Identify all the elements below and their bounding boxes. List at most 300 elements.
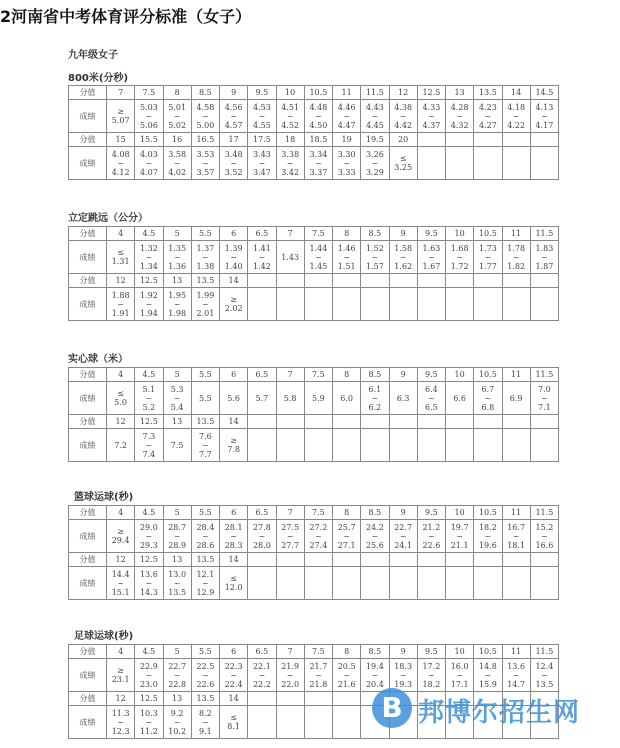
result-cell bbox=[389, 429, 417, 462]
score-cell: 14.5 bbox=[530, 86, 558, 100]
result-value: 22.9 bbox=[139, 661, 158, 671]
result-row bbox=[69, 520, 559, 553]
score-cell: 9.5 bbox=[417, 645, 445, 659]
result-cell bbox=[304, 241, 332, 274]
range-tilde: ~ bbox=[145, 299, 153, 309]
score-cell: 5.5 bbox=[191, 368, 219, 382]
result-cell bbox=[135, 241, 163, 274]
result-value: 5.0 bbox=[114, 398, 127, 407]
watermark bbox=[372, 688, 612, 732]
range-tilde: ~ bbox=[230, 531, 237, 541]
result-cell bbox=[389, 288, 417, 321]
result-value: 6.3 bbox=[396, 393, 410, 403]
result-cell bbox=[389, 520, 417, 553]
result-value: 6.0 bbox=[340, 393, 353, 403]
result-cell bbox=[474, 100, 502, 133]
result-value: 20.4 bbox=[365, 679, 384, 689]
range-tilde: ~ bbox=[428, 111, 435, 121]
result-cell bbox=[530, 520, 558, 553]
result-value: 1.45 bbox=[309, 261, 328, 271]
range-tilde: ~ bbox=[456, 670, 463, 680]
result-value: 12.0 bbox=[224, 583, 243, 592]
result-value: 1.35 bbox=[168, 243, 187, 253]
result-value: 28.6 bbox=[196, 540, 215, 550]
result-value: 18.3 bbox=[394, 661, 413, 671]
range-tilde: ~ bbox=[484, 531, 492, 541]
range-tilde: ~ bbox=[286, 670, 294, 680]
result-cell bbox=[248, 241, 276, 274]
result-cell bbox=[502, 567, 530, 600]
score-cell: 12 bbox=[107, 553, 135, 567]
range-tilde: ~ bbox=[315, 111, 322, 121]
result-value: 3.48 bbox=[224, 149, 243, 159]
result-cell bbox=[417, 520, 445, 553]
result-cell bbox=[191, 520, 219, 553]
result-value: 4.12 bbox=[111, 167, 130, 177]
result-value: 21.1 bbox=[450, 540, 469, 550]
result-value: 6.5 bbox=[425, 402, 438, 412]
result-value: 1.99 bbox=[196, 290, 215, 300]
score-cell: 9 bbox=[389, 645, 417, 659]
result-value: 1.98 bbox=[168, 308, 187, 318]
score-cell: 8 bbox=[333, 506, 361, 520]
result-value: 5.6 bbox=[227, 393, 240, 403]
score-cell: 9 bbox=[389, 368, 417, 382]
result-value: 3.58 bbox=[168, 149, 187, 159]
range-tilde: ~ bbox=[145, 531, 153, 541]
result-cell bbox=[474, 288, 502, 321]
result-value: 4.22 bbox=[507, 120, 526, 130]
score-cell bbox=[474, 553, 502, 567]
result-value: 7.4 bbox=[142, 449, 156, 459]
result-cell bbox=[220, 288, 248, 321]
score-cell: 4.5 bbox=[135, 506, 163, 520]
score-cell: 9 bbox=[389, 227, 417, 241]
result-cell bbox=[304, 147, 332, 180]
range-tilde: ~ bbox=[484, 393, 492, 403]
result-value: 1.41 bbox=[252, 243, 271, 253]
range-tilde: ~ bbox=[286, 111, 294, 121]
result-cell bbox=[107, 659, 135, 692]
result-value: 3.30 bbox=[337, 149, 356, 159]
result-value: ≤ bbox=[230, 713, 237, 722]
range-tilde: ~ bbox=[399, 531, 407, 541]
score-cell bbox=[248, 692, 276, 706]
result-cell bbox=[248, 288, 276, 321]
result-value: 11.2 bbox=[139, 726, 158, 736]
result-value: 1.82 bbox=[507, 261, 526, 271]
result-value: 1.51 bbox=[337, 261, 356, 271]
result-value: 28.4 bbox=[196, 522, 215, 532]
watermark-text: 邦博尔招生网 bbox=[418, 698, 581, 728]
result-value: 6.2 bbox=[368, 402, 382, 412]
result-value: 4.02 bbox=[168, 167, 187, 177]
result-cell bbox=[135, 147, 163, 180]
score-cell: 5.5 bbox=[191, 227, 219, 241]
result-cell bbox=[361, 659, 389, 692]
score-cell: 7 bbox=[276, 506, 304, 520]
result-value: 4.28 bbox=[450, 102, 469, 112]
result-value: 27.1 bbox=[337, 540, 356, 550]
result-cell bbox=[163, 288, 191, 321]
score-cell bbox=[304, 415, 332, 429]
result-value: 4.37 bbox=[422, 120, 441, 130]
result-label: 成绩 bbox=[69, 100, 107, 133]
result-cell bbox=[389, 100, 417, 133]
result-cell bbox=[135, 520, 163, 553]
result-value: 14.8 bbox=[478, 661, 497, 671]
score-cell: 15 bbox=[107, 133, 135, 147]
score-row bbox=[69, 645, 559, 659]
result-value: 13.5 bbox=[168, 587, 187, 597]
score-cell bbox=[276, 692, 304, 706]
result-value: 23.0 bbox=[139, 679, 158, 689]
range-tilde: ~ bbox=[117, 578, 124, 588]
result-value: 1.57 bbox=[365, 261, 384, 271]
score-cell bbox=[361, 415, 389, 429]
result-cell bbox=[530, 659, 558, 692]
result-cell bbox=[248, 520, 276, 553]
score-cell: 15.5 bbox=[135, 133, 163, 147]
score-cell bbox=[446, 274, 474, 288]
result-value: 12.3 bbox=[111, 726, 130, 736]
score-cell: 9.5 bbox=[417, 368, 445, 382]
score-cell bbox=[333, 692, 361, 706]
result-value: 4.58 bbox=[196, 102, 215, 112]
result-cell bbox=[107, 567, 135, 600]
range-tilde: ~ bbox=[173, 717, 181, 727]
result-cell bbox=[502, 100, 530, 133]
result-cell bbox=[361, 100, 389, 133]
result-value: 1.62 bbox=[394, 261, 413, 271]
score-cell: 6 bbox=[220, 368, 248, 382]
result-value: 1.43 bbox=[281, 252, 300, 262]
score-cell: 8 bbox=[163, 86, 191, 100]
score-cell: 17.5 bbox=[248, 133, 276, 147]
score-label: 分值 bbox=[69, 553, 107, 567]
result-value: 13.5 bbox=[535, 679, 554, 689]
result-value: 4.56 bbox=[224, 102, 243, 112]
result-cell bbox=[389, 382, 417, 415]
result-cell bbox=[474, 382, 502, 415]
result-cell bbox=[220, 147, 248, 180]
result-cell bbox=[276, 100, 304, 133]
result-value: 27.4 bbox=[309, 540, 328, 550]
score-cell: 5 bbox=[163, 645, 191, 659]
score-cell: 10 bbox=[446, 645, 474, 659]
result-value: 4.42 bbox=[394, 120, 413, 130]
result-cell bbox=[530, 100, 558, 133]
range-tilde: ~ bbox=[145, 578, 153, 588]
result-value: 12.4 bbox=[535, 661, 554, 671]
result-value: 1.31 bbox=[111, 257, 130, 266]
result-value: 2.01 bbox=[196, 308, 215, 318]
result-value: ≤ bbox=[117, 389, 124, 398]
range-tilde: ~ bbox=[173, 252, 181, 262]
range-tilde: ~ bbox=[428, 252, 435, 262]
section-heading-long-jump: 立定跳远（公分） bbox=[68, 213, 148, 224]
section-heading-solid-ball: 实心球（米） bbox=[68, 354, 128, 365]
result-cell bbox=[107, 429, 135, 462]
result-value: 16.7 bbox=[507, 522, 526, 532]
result-row bbox=[69, 567, 559, 600]
range-tilde: ~ bbox=[173, 158, 181, 168]
score-cell: 11.5 bbox=[530, 368, 558, 382]
score-cell: 14 bbox=[220, 692, 248, 706]
result-cell bbox=[248, 100, 276, 133]
score-cell bbox=[502, 553, 530, 567]
score-cell: 5 bbox=[163, 227, 191, 241]
result-value: 15.9 bbox=[478, 679, 497, 689]
section-heading-football: 足球运球(秒) bbox=[74, 631, 134, 642]
result-cell bbox=[304, 288, 332, 321]
result-cell bbox=[333, 382, 361, 415]
score-cell bbox=[333, 553, 361, 567]
result-row bbox=[69, 100, 559, 133]
result-value: 1.83 bbox=[535, 243, 554, 253]
result-value: 27.5 bbox=[281, 522, 300, 532]
result-row bbox=[69, 382, 559, 415]
result-value: 5.8 bbox=[283, 393, 297, 403]
result-value: 4.18 bbox=[507, 102, 526, 112]
result-cell bbox=[248, 429, 276, 462]
result-cell bbox=[135, 567, 163, 600]
result-value: 1.38 bbox=[196, 261, 215, 271]
range-tilde: ~ bbox=[202, 578, 209, 588]
result-value: 1.58 bbox=[394, 243, 413, 253]
score-label: 分值 bbox=[69, 227, 107, 241]
result-cell bbox=[446, 288, 474, 321]
range-tilde: ~ bbox=[173, 111, 181, 121]
result-cell bbox=[389, 147, 417, 180]
score-cell: 13 bbox=[163, 274, 191, 288]
score-cell: 13.5 bbox=[191, 553, 219, 567]
result-cell bbox=[135, 382, 163, 415]
result-value: 9.2 bbox=[170, 708, 184, 718]
result-cell bbox=[474, 241, 502, 274]
score-cell bbox=[248, 274, 276, 288]
result-cell bbox=[135, 429, 163, 462]
score-cell: 18.5 bbox=[304, 133, 332, 147]
result-cell bbox=[333, 147, 361, 180]
result-cell bbox=[276, 659, 304, 692]
range-tilde: ~ bbox=[512, 531, 520, 541]
result-value: 4.27 bbox=[478, 120, 497, 130]
result-value: 3.33 bbox=[337, 167, 356, 177]
table-solid-ball bbox=[68, 367, 559, 462]
result-cell bbox=[191, 429, 219, 462]
score-cell: 14 bbox=[220, 415, 248, 429]
score-row bbox=[69, 86, 559, 100]
result-cell bbox=[107, 520, 135, 553]
score-label: 分值 bbox=[69, 133, 107, 147]
score-row bbox=[69, 368, 559, 382]
range-tilde: ~ bbox=[202, 299, 209, 309]
result-cell bbox=[446, 100, 474, 133]
score-cell bbox=[389, 274, 417, 288]
score-cell: 7 bbox=[276, 227, 304, 241]
result-cell bbox=[502, 288, 530, 321]
result-cell bbox=[361, 567, 389, 600]
result-value: 11.3 bbox=[111, 708, 130, 718]
range-tilde: ~ bbox=[173, 531, 181, 541]
result-cell bbox=[446, 147, 474, 180]
range-tilde: ~ bbox=[541, 252, 548, 262]
range-tilde: ~ bbox=[512, 111, 520, 121]
result-value: 5.02 bbox=[168, 120, 187, 130]
result-cell bbox=[474, 567, 502, 600]
result-value: 1.73 bbox=[478, 243, 497, 253]
range-tilde: ~ bbox=[173, 578, 181, 588]
result-cell bbox=[191, 241, 219, 274]
range-tilde: ~ bbox=[258, 111, 266, 121]
score-cell: 5.5 bbox=[191, 506, 219, 520]
score-cell: 7.5 bbox=[304, 227, 332, 241]
range-tilde: ~ bbox=[512, 252, 520, 262]
range-tilde: ~ bbox=[258, 158, 266, 168]
result-cell bbox=[248, 382, 276, 415]
result-value: 4.53 bbox=[252, 102, 271, 112]
score-row bbox=[69, 133, 559, 147]
result-cell bbox=[248, 706, 276, 739]
result-value: 19.3 bbox=[394, 679, 413, 689]
result-value: 28.3 bbox=[224, 540, 243, 550]
result-value: 3.42 bbox=[281, 167, 300, 177]
result-row bbox=[69, 241, 559, 274]
result-value: 5.06 bbox=[139, 120, 158, 130]
result-cell bbox=[163, 567, 191, 600]
result-value: 25.6 bbox=[365, 540, 384, 550]
score-cell: 12.5 bbox=[417, 86, 445, 100]
result-cell bbox=[304, 659, 332, 692]
range-tilde: ~ bbox=[202, 670, 209, 680]
result-value: 1.32 bbox=[139, 243, 158, 253]
score-cell: 14 bbox=[220, 274, 248, 288]
result-value: 16.6 bbox=[535, 540, 554, 550]
result-value: 6.7 bbox=[481, 384, 495, 394]
score-cell: 12.5 bbox=[135, 415, 163, 429]
result-cell bbox=[502, 520, 530, 553]
range-tilde: ~ bbox=[117, 717, 124, 727]
result-value: 19.4 bbox=[365, 661, 384, 671]
range-tilde: ~ bbox=[371, 111, 379, 121]
range-tilde: ~ bbox=[145, 252, 153, 262]
range-tilde: ~ bbox=[371, 531, 379, 541]
result-cell bbox=[135, 100, 163, 133]
result-value: 5.7 bbox=[255, 393, 269, 403]
result-value: 22.7 bbox=[168, 661, 187, 671]
result-label: 成绩 bbox=[69, 706, 107, 739]
result-value: 8.2 bbox=[199, 708, 212, 718]
range-tilde: ~ bbox=[202, 440, 209, 450]
result-cell bbox=[276, 382, 304, 415]
result-value: 7.2 bbox=[114, 440, 127, 450]
result-value: 4.57 bbox=[224, 120, 243, 130]
result-cell bbox=[361, 147, 389, 180]
score-cell: 9.5 bbox=[417, 506, 445, 520]
result-cell bbox=[276, 147, 304, 180]
result-value: 4.50 bbox=[309, 120, 328, 130]
score-label: 分值 bbox=[69, 86, 107, 100]
score-cell: 11 bbox=[502, 227, 530, 241]
range-tilde: ~ bbox=[173, 670, 181, 680]
score-cell: 4.5 bbox=[135, 645, 163, 659]
result-value: 4.32 bbox=[450, 120, 469, 130]
result-cell bbox=[530, 241, 558, 274]
result-value: 4.33 bbox=[422, 102, 441, 112]
result-value: 1.36 bbox=[168, 261, 187, 271]
result-value: 4.46 bbox=[337, 102, 356, 112]
result-cell bbox=[417, 429, 445, 462]
range-tilde: ~ bbox=[202, 531, 209, 541]
result-value: 1.37 bbox=[196, 243, 215, 253]
result-value: 6.4 bbox=[425, 384, 438, 394]
score-cell bbox=[502, 274, 530, 288]
result-value: 6.6 bbox=[453, 393, 466, 403]
score-cell: 9.5 bbox=[248, 86, 276, 100]
result-cell bbox=[107, 288, 135, 321]
result-value: 27.2 bbox=[309, 522, 328, 532]
table-long-jump bbox=[68, 226, 559, 321]
result-value: 18.2 bbox=[478, 522, 497, 532]
result-value: 4.45 bbox=[365, 120, 384, 130]
range-tilde: ~ bbox=[258, 670, 266, 680]
range-tilde: ~ bbox=[230, 252, 237, 262]
range-tilde: ~ bbox=[315, 158, 322, 168]
score-cell bbox=[304, 274, 332, 288]
range-tilde: ~ bbox=[117, 299, 124, 309]
result-value: ≥ bbox=[117, 107, 124, 116]
score-cell: 12.5 bbox=[135, 692, 163, 706]
result-value: 3.53 bbox=[196, 149, 215, 159]
score-row bbox=[69, 274, 559, 288]
result-value: 4.07 bbox=[139, 167, 158, 177]
result-cell bbox=[304, 429, 332, 462]
result-cell bbox=[446, 659, 474, 692]
result-value: 1.40 bbox=[224, 261, 243, 271]
range-tilde: ~ bbox=[541, 531, 548, 541]
score-cell: 11 bbox=[502, 368, 530, 382]
result-value: 1.77 bbox=[478, 261, 497, 271]
result-value: 3.26 bbox=[365, 149, 384, 159]
result-cell bbox=[502, 147, 530, 180]
result-value: 5.07 bbox=[111, 116, 130, 125]
result-value: 27.8 bbox=[252, 522, 271, 532]
result-cell bbox=[163, 147, 191, 180]
score-cell bbox=[474, 415, 502, 429]
result-cell bbox=[163, 520, 191, 553]
result-value: 18.1 bbox=[507, 540, 526, 550]
result-value: 17.2 bbox=[422, 661, 441, 671]
result-value: 19.6 bbox=[478, 540, 497, 550]
result-value: 4.08 bbox=[111, 149, 130, 159]
result-cell bbox=[304, 520, 332, 553]
result-cell bbox=[107, 382, 135, 415]
result-value: ≤ bbox=[399, 154, 407, 163]
score-label: 分值 bbox=[69, 692, 107, 706]
result-cell bbox=[135, 288, 163, 321]
range-tilde: ~ bbox=[371, 393, 379, 403]
result-row bbox=[69, 429, 559, 462]
score-cell: 4 bbox=[107, 368, 135, 382]
result-value: 7.6 bbox=[199, 431, 212, 441]
result-value: 14.3 bbox=[139, 587, 158, 597]
result-cell bbox=[107, 100, 135, 133]
result-value: 4.55 bbox=[252, 120, 271, 130]
range-tilde: ~ bbox=[145, 440, 153, 450]
score-cell: 13 bbox=[163, 553, 191, 567]
score-cell bbox=[276, 415, 304, 429]
